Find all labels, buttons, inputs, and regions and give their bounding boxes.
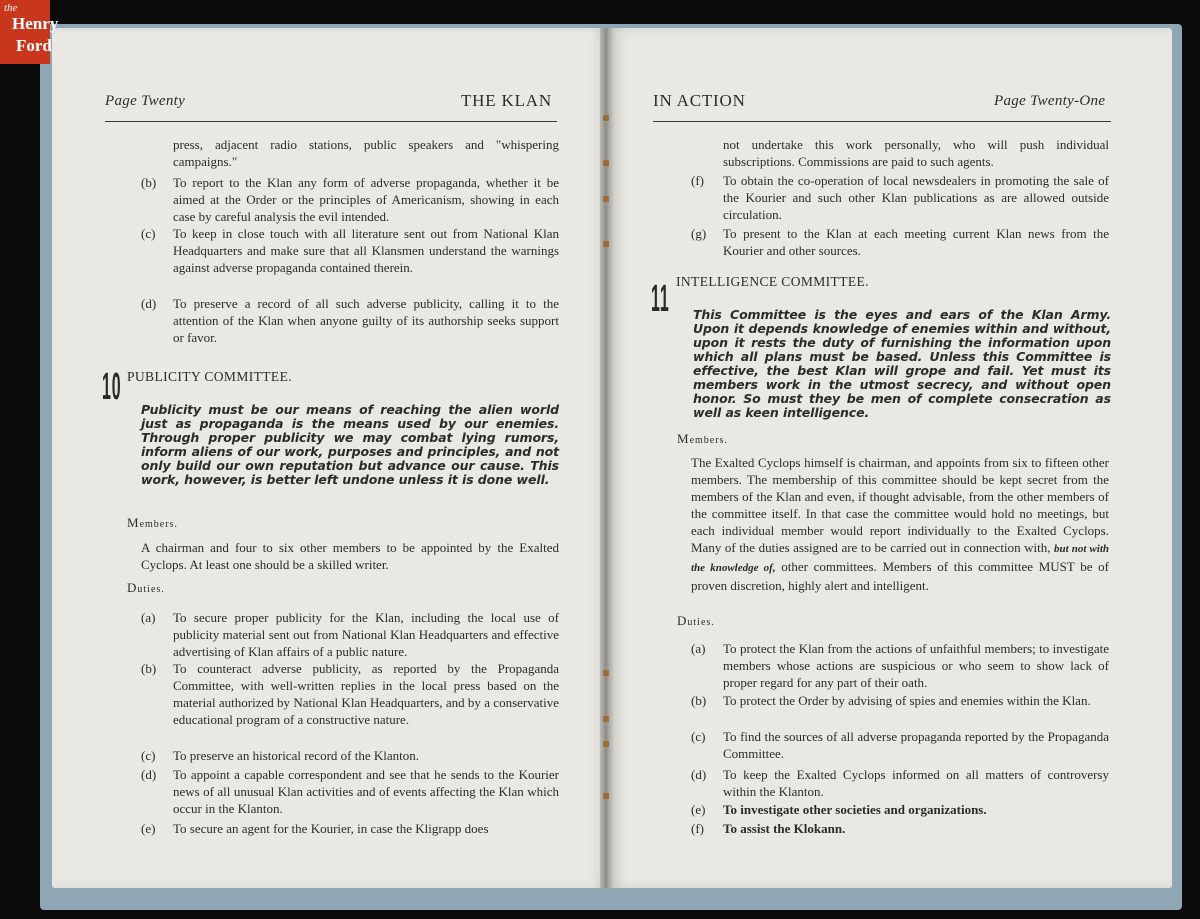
right-section-title: INTELLIGENCE COMMITTEE. <box>676 274 869 289</box>
left-duty-c-label: (c) <box>141 748 156 763</box>
right-duty-c-text: To find the sources of all adverse propaganda reported by the Propaganda Committee. <box>723 729 1109 761</box>
left-duty-e-label: (e) <box>141 821 156 836</box>
left-item-d-text: To preserve a record of all such adverse publicity, calling it to the attention of the Klan when anyone guilty of its authorship seeks support or favor. <box>173 296 559 345</box>
right-section-number: 11 <box>651 278 670 320</box>
binding-staple <box>603 196 609 202</box>
right-page <box>607 28 1172 888</box>
left-duty-b-label: (b) <box>141 661 157 676</box>
book-spine <box>600 28 614 888</box>
left-item-c-text: To keep in close touch with all literature sent out from National Klan Headquarters and make sure that all Klansmen understand the warnings against adverse propaganda contained therein. <box>173 226 559 275</box>
right-duty-d-label: (d) <box>691 767 707 782</box>
right-members-text: The Exalted Cyclops himself is chairman, and appoints from six to fifteen other members. The membership of this committee should be kept secret from the members of the Klan and even, if thought advisable, from the other members of the committee itself. In that case the committee would hold no meetings, but each individual member would report individually to the Exalted Cyclops. Many of the duties assigned are to be carried out in connection with, but not with the knowledge of, other committees. Members of this committee MUST be of proven discretion, highly alert and intelligent. <box>691 455 1110 593</box>
right-duty-b-label: (b) <box>691 693 707 708</box>
left-item-c-label: (c) <box>141 226 156 241</box>
left-item-b-text: To report to the Klan any form of adverse propaganda, whether it be aimed at the Order or the principles of Americanism, showing in each case by careful analysis the evil intended. <box>173 175 559 224</box>
left-duties-label: Duties. <box>127 580 165 595</box>
right-duty-f-label: (f) <box>691 821 704 836</box>
left-duty-c-text: To preserve an historical record of the Klanton. <box>173 748 419 763</box>
right-members-label: Members. <box>677 431 728 446</box>
left-duty-b-text: To counteract adverse publicity, as reported by the Propaganda Committee, with well-written replies in the local press based on the material authorized by National Klan Headquarters, and by a conservative educational program of a constructive nature. <box>173 661 559 727</box>
binding-staple <box>603 115 609 121</box>
left-section-title: PUBLICITY COMMITTEE. <box>127 369 292 384</box>
right-item-f-label: (f) <box>691 173 704 188</box>
right-continuation-text: not undertake this work personally, who will push individual subscriptions. Commissions are paid to such agents. <box>723 137 1109 169</box>
binding-staple <box>603 741 609 747</box>
right-duty-b-text: To protect the Order by advising of spies and enemies within the Klan. <box>723 693 1091 708</box>
left-members-text: A chairman and four to six other members to be appointed by the Exalted Cyclops. At least one should be a skilled writer. <box>141 540 559 572</box>
left-duty-d-text: To appoint a capable correspondent and see that he sends to the Kourier news of all unusual Klan activities and of events affecting the Klan which occur in the Klanton. <box>173 767 559 816</box>
left-header-rule <box>105 121 557 122</box>
left-duty-e-text: To secure an agent for the Kourier, in case the Kligrapp does <box>173 821 489 836</box>
right-item-g-label: (g) <box>691 226 707 241</box>
right-members-emphasis: but not with the knowledge of, <box>691 543 1109 574</box>
left-item-b-label: (b) <box>141 175 157 190</box>
right-running-title: IN ACTION <box>653 91 746 110</box>
left-running-title: THE KLAN <box>461 91 552 110</box>
left-item-d-label: (d) <box>141 296 157 311</box>
left-members-label: Members. <box>127 515 178 530</box>
left-duty-d-label: (d) <box>141 767 157 782</box>
right-item-f-text: To obtain the co-operation of local newsdealers in promoting the sale of the Kourier and such other Klan publications as are allowed outside circulation. <box>723 173 1109 222</box>
left-continuation-text: press, adjacent radio stations, public speakers and "whispering campaigns." <box>173 137 559 169</box>
right-page-number: Page Twenty-One <box>994 93 1106 109</box>
right-duty-f-text: To assist the Klokann. <box>723 821 846 836</box>
right-duties-label: Duties. <box>677 613 715 628</box>
binding-staple <box>603 241 609 247</box>
binding-staple <box>603 716 609 722</box>
binding-staple <box>603 793 609 799</box>
right-section-intro: This Committee is the eyes and ears of the Klan Army. Upon it depends knowledge of enemies within and without, upon it rests the duty of furnishing the information upon which all plans must be based. Unless this Committee is effective, the best Klan will grope and fail. Yet must its members work in the utmost secrecy, and without open honor. So must they be men of complete consecration as well as keen intelligence. <box>693 307 1111 420</box>
binding-staple <box>603 160 609 166</box>
right-item-g-text: To present to the Klan at each meeting current Klan news from the Kourier and other sources. <box>723 226 1109 258</box>
right-duty-a-text: To protect the Klan from the actions of unfaithful members; to investigate members whose actions are suspicious or who seem to show lack of proper regard for any part of their oath. <box>723 641 1109 690</box>
right-duty-d-text: To keep the Exalted Cyclops informed on all matters of controversy within the Klanton. <box>723 767 1109 799</box>
left-section-number: 10 <box>102 366 122 408</box>
right-duty-e-text: To investigate other societies and organizations. <box>723 802 987 817</box>
left-duty-a-text: To secure proper publicity for the Klan, including the local use of publicity material sent out from National Klan Headquarters and effective advertising of Klan affairs of a public nature. <box>173 610 559 659</box>
right-duty-a-label: (a) <box>691 641 706 656</box>
right-duty-c-label: (c) <box>691 729 706 744</box>
right-header-rule <box>653 121 1111 122</box>
left-duty-a-label: (a) <box>141 610 156 625</box>
right-duty-e-label: (e) <box>691 802 706 817</box>
henry-ford-logo: the Henry Ford <box>0 0 50 64</box>
left-page-number: Page Twenty <box>105 93 186 109</box>
binding-staple <box>603 670 609 676</box>
left-section-intro: Publicity must be our means of reaching the alien world just as propaganda is the means used by our enemies. Through proper publicity we may combat lying rumors, inform aliens of our work, purposes and principles, and not only build our own reputation but advance our cause. This work, however, is better left undone unless it is done well. <box>141 402 559 487</box>
left-page <box>52 28 607 888</box>
